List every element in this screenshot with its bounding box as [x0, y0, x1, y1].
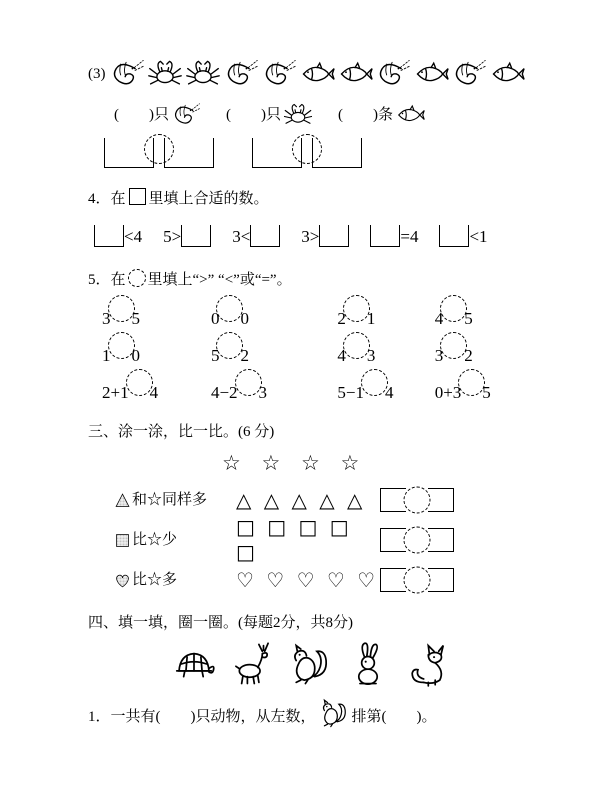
comparison-circle	[343, 295, 370, 322]
comparison-circle	[108, 295, 135, 322]
comparison-circle	[343, 332, 370, 359]
count-item-fish	[338, 100, 425, 130]
fish-icon	[413, 56, 449, 92]
s3-row-label: 比☆少	[114, 531, 236, 550]
fish-icon	[299, 56, 335, 92]
s3-row-squares	[88, 515, 532, 565]
answer-diagram	[380, 568, 454, 592]
q5-row	[102, 292, 532, 329]
turtle-icon	[171, 641, 217, 687]
blank-box-icon	[129, 188, 146, 205]
comparison-circle	[361, 369, 388, 396]
q4-item: 3<	[232, 225, 280, 247]
q4-item: 3>	[301, 225, 349, 247]
q5-item: 2+1 4	[102, 369, 211, 403]
shaded-heart-icon	[114, 572, 131, 589]
squirrel-icon	[318, 697, 350, 729]
fish-icon	[337, 56, 373, 92]
q4-item: 5>	[163, 225, 211, 247]
s3-row-triangles	[88, 485, 532, 516]
fox-icon	[403, 641, 449, 687]
answer-box	[94, 225, 124, 247]
s3-row-hearts	[88, 565, 532, 596]
question-4-title-post: 里填上合适的数。	[148, 191, 269, 207]
compare-diagram	[252, 134, 362, 168]
answer-box	[439, 225, 469, 247]
question-5-title	[88, 269, 532, 290]
compare-diagrams-row	[104, 134, 532, 168]
shrimp-icon	[109, 56, 145, 92]
q5-item: 5−1 4	[337, 369, 434, 403]
question-4-title	[88, 188, 532, 209]
compare-diagram	[104, 134, 214, 168]
answer-box	[380, 528, 406, 552]
q5-item: 4 5	[435, 295, 532, 329]
q5-item: 5 2	[211, 332, 337, 366]
comparison-circle	[404, 567, 431, 594]
count-blank-label: ( )条	[338, 106, 393, 123]
comparison-circle	[404, 527, 431, 554]
count-item-crab	[226, 100, 338, 130]
answer-box	[380, 488, 406, 512]
q4-item: <1	[439, 225, 487, 247]
shrimp-icon	[171, 100, 201, 130]
q5-row	[102, 329, 532, 366]
q5-item: 4 3	[337, 332, 434, 366]
q5-item: 3 5	[102, 295, 211, 329]
comparison-circle	[235, 369, 262, 396]
shrimp-icon	[375, 56, 411, 92]
hearts-to-color: ♡ ♡ ♡ ♡ ♡	[236, 567, 379, 592]
section-3-title: 三、涂一涂，比一比。(6 分)	[88, 423, 275, 440]
question-1-line	[88, 697, 532, 727]
blank-circle-icon	[128, 269, 146, 287]
s3-row-label: 比☆多	[114, 571, 236, 590]
shaded-square-icon	[114, 532, 131, 549]
shaded-triangle-icon	[114, 492, 131, 509]
answer-box	[250, 225, 280, 247]
q5-item: 0+3 5	[435, 369, 532, 403]
question-3-label: (3)	[88, 65, 106, 82]
rabbit-icon	[345, 641, 391, 687]
q5-item: 0 0	[211, 295, 337, 329]
count-blank-label: ( )只	[226, 106, 281, 123]
comparison-circle	[126, 369, 153, 396]
q4-item: =4	[370, 225, 418, 247]
comparison-circle	[144, 134, 174, 164]
count-blank-label: ( )只	[114, 106, 169, 123]
answer-box	[319, 225, 349, 247]
question-4-items	[94, 225, 532, 247]
comparison-circle	[108, 332, 135, 359]
answer-box	[428, 568, 454, 592]
q5-item: 3 2	[435, 332, 532, 366]
triangles-to-color: △ △ △ △ △	[236, 487, 366, 512]
q5-row	[102, 366, 532, 403]
s3-row-label: 和☆同样多	[114, 491, 236, 510]
fish-icon	[395, 100, 425, 130]
crab-icon	[147, 56, 183, 92]
deer-icon	[229, 641, 275, 687]
q5-item: 2 1	[337, 295, 434, 329]
shrimp-icon	[261, 56, 297, 92]
count-row	[114, 100, 532, 130]
shrimp-icon	[223, 56, 259, 92]
squirrel-icon	[287, 641, 333, 687]
crab-icon	[185, 56, 221, 92]
q4-item: <4	[94, 225, 142, 247]
comparison-circle	[404, 487, 431, 514]
answer-box	[380, 568, 406, 592]
question-5-title-post: 里填上“>” “<”或“=”。	[147, 272, 292, 288]
answer-diagram	[380, 528, 454, 552]
count-item-shrimp	[114, 100, 226, 130]
answer-box	[181, 225, 211, 247]
question-3-row	[88, 56, 532, 92]
answer-box	[428, 528, 454, 552]
section-4-title: 四、填一填，圈一圈。(每题2分，共8分)	[88, 614, 353, 631]
comparison-circle	[292, 134, 322, 164]
crab-icon	[283, 100, 313, 130]
reference-stars-row: ☆ ☆ ☆ ☆	[222, 450, 367, 475]
q5-item: 1 0	[102, 332, 211, 366]
q5-item: 4−2 3	[211, 369, 337, 403]
question-5-grid	[102, 292, 532, 403]
answer-box	[370, 225, 400, 247]
question-1-text-post: 排第( )。	[351, 708, 437, 725]
fish-icon	[489, 56, 525, 92]
question-4-title-pre: 4．在	[88, 191, 126, 207]
animals-row	[88, 641, 532, 687]
answer-box	[428, 488, 454, 512]
squares-to-color: □ □ □ □ □	[236, 515, 352, 565]
question-1-text-pre: 1．一共有( )只动物，从左数，	[88, 708, 316, 725]
answer-diagram	[380, 488, 454, 512]
shrimp-icon	[451, 56, 487, 92]
question-5-title-pre: 5．在	[88, 272, 126, 288]
